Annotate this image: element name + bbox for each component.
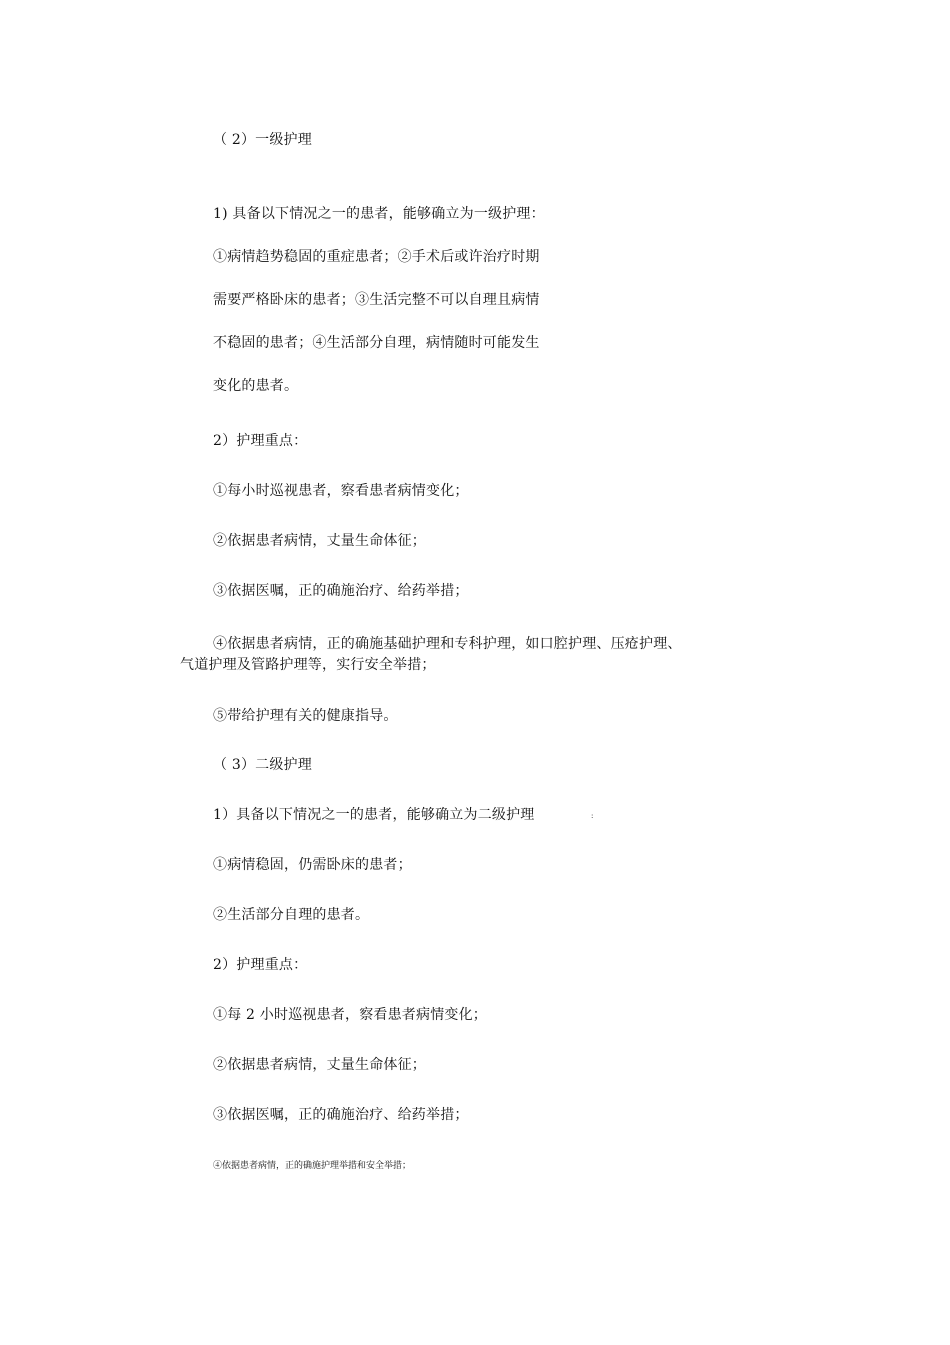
criteria-line: ①病情趋势稳固的重症患者；②手术后或许治疗时期 (213, 249, 540, 265)
criteria-line: 变化的患者。 (213, 378, 299, 394)
section-heading-level-1-care: （ 2）一级护理 (213, 132, 312, 148)
care-focus-item: ①每小时巡视患者，察看患者病情变化； (213, 483, 469, 499)
care-focus-heading: 2）护理重点： (213, 957, 308, 973)
stray-colon-mark: : (591, 812, 594, 820)
care-focus-item: ①每 2 小时巡视患者，察看患者病情变化； (213, 1007, 488, 1023)
section-heading-level-2-care: （ 3）二级护理 (213, 757, 312, 773)
care-focus-item: ②依据患者病情，丈量生命体征； (213, 533, 426, 549)
criteria-line: ②生活部分自理的患者。 (213, 907, 370, 923)
care-focus-item-continuation: 气道护理及管路护理等，实行安全举措； (180, 657, 436, 673)
care-focus-item-small: ④依据患者病情，正的确施护理举措和安全举措； (213, 1161, 412, 1171)
criteria-line: 需要严格卧床的患者；③生活完整不可以自理且病情 (213, 292, 540, 308)
care-focus-item: ⑤带给护理有关的健康指导。 (213, 708, 398, 724)
care-focus-item: ③依据医嘱，正的确施治疗、给药举措； (213, 1107, 469, 1123)
criteria-line: ①病情稳固，仍需卧床的患者； (213, 857, 412, 873)
care-focus-item: ③依据医嘱，正的确施治疗、给药举措； (213, 583, 469, 599)
care-focus-item: ②依据患者病情，丈量生命体征； (213, 1057, 426, 1073)
criteria-heading: 1) 具备以下情况之一的患者，能够确立为一级护理： (213, 206, 545, 222)
care-focus-item: ④依据患者病情，正的确施基础护理和专科护理，如口腔护理、压疮护理、 (213, 636, 682, 652)
care-focus-heading: 2）护理重点： (213, 433, 308, 449)
criteria-heading: 1）具备以下情况之一的患者，能够确立为二级护理 (213, 807, 535, 823)
criteria-line: 不稳固的患者；④生活部分自理，病情随时可能发生 (213, 335, 540, 351)
